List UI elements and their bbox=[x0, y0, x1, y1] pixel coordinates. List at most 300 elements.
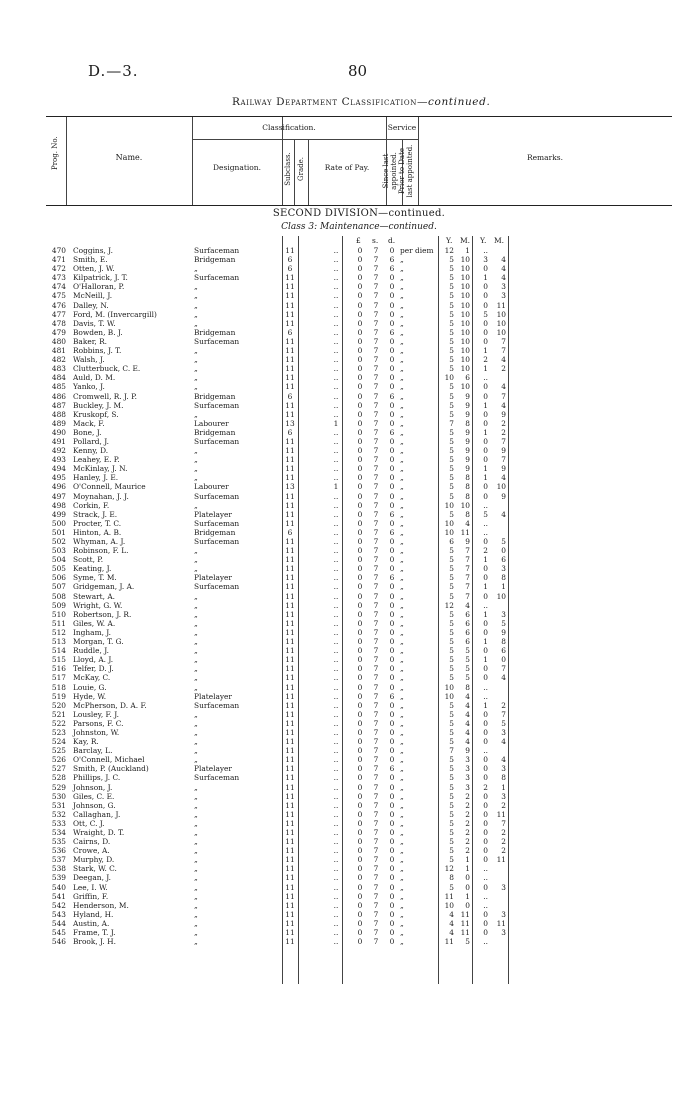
cell-prior-months: 7 bbox=[501, 436, 506, 446]
cell-name: McKinlay, J. N. bbox=[73, 464, 128, 474]
cell-since-years: 5 bbox=[449, 327, 454, 337]
cell-name: Kay, R. bbox=[73, 737, 99, 747]
cell-pence: 0 bbox=[389, 664, 395, 674]
cell-per: „ bbox=[400, 646, 404, 656]
cell-shillings: 7 bbox=[373, 464, 379, 474]
cell-per: „ bbox=[400, 573, 404, 583]
cell-subclass: 11 bbox=[285, 809, 295, 819]
cell-prior-months: 7 bbox=[501, 346, 506, 356]
cell-subclass: 11 bbox=[285, 491, 295, 501]
table-row bbox=[0, 528, 700, 537]
cell-subclass: 11 bbox=[285, 928, 295, 938]
cell-pence: 6 bbox=[389, 264, 395, 274]
cell-since-months: 8 bbox=[465, 482, 470, 492]
cell-shillings: 7 bbox=[373, 527, 379, 537]
cell-pounds: 0 bbox=[357, 582, 363, 592]
cell-grade: .. bbox=[333, 737, 339, 747]
cell-pounds: 0 bbox=[357, 909, 363, 919]
cell-shillings: 7 bbox=[373, 664, 379, 674]
cell-name: Hinton, A. B. bbox=[73, 527, 122, 537]
cell-name: Robertson, J. R. bbox=[73, 609, 132, 619]
cell-pounds: 0 bbox=[357, 309, 363, 319]
cell-prior-months: 4 bbox=[501, 355, 506, 365]
cell-designation: „ bbox=[194, 737, 198, 747]
cell-prog-no: 543 bbox=[51, 909, 66, 919]
table-row bbox=[0, 719, 700, 728]
cell-name: Giles, W. A. bbox=[73, 618, 116, 628]
cell-prior-months: 6 bbox=[501, 555, 506, 565]
cell-shillings: 7 bbox=[373, 818, 379, 828]
cell-since-months: 5 bbox=[465, 655, 470, 665]
cell-since-months: 8 bbox=[465, 418, 470, 428]
cell-since-months: 4 bbox=[465, 709, 470, 719]
cell-prog-no: 476 bbox=[51, 300, 66, 310]
cell-per: „ bbox=[400, 255, 404, 265]
cell-prog-no: 485 bbox=[51, 382, 66, 392]
table-row bbox=[0, 510, 700, 519]
col-since-last: Since last appointed. bbox=[382, 152, 398, 190]
cell-prior-years: .. bbox=[483, 246, 488, 255]
cell-grade: .. bbox=[333, 473, 339, 483]
cell-per: „ bbox=[400, 764, 404, 774]
cell-pounds: 0 bbox=[357, 627, 363, 637]
cell-name: Gridgeman, J. A. bbox=[73, 582, 135, 592]
cell-prior-months: 0 bbox=[501, 546, 506, 556]
unit-years: Y. bbox=[446, 236, 453, 245]
cell-per: „ bbox=[400, 727, 404, 737]
cell-since-years: 5 bbox=[449, 427, 454, 437]
cell-subclass: 11 bbox=[285, 918, 295, 928]
cell-prog-no: 536 bbox=[51, 846, 66, 856]
cell-subclass: 11 bbox=[285, 591, 295, 601]
table-row bbox=[0, 910, 700, 919]
cell-since-months: 5 bbox=[465, 937, 470, 947]
cell-designation: Platelayer bbox=[194, 691, 232, 701]
cell-shillings: 7 bbox=[373, 573, 379, 583]
col-prog-no: Prog. No. bbox=[51, 136, 59, 170]
cell-prog-no: 538 bbox=[51, 864, 66, 874]
cell-pounds: 0 bbox=[357, 718, 363, 728]
cell-subclass: 11 bbox=[285, 718, 295, 728]
col-service: Service bbox=[387, 123, 417, 132]
cell-pence: 0 bbox=[389, 300, 395, 310]
cell-pence: 0 bbox=[389, 737, 395, 747]
cell-since-months: 9 bbox=[465, 464, 470, 474]
cell-pounds: 0 bbox=[357, 646, 363, 656]
cell-subclass: 11 bbox=[285, 373, 295, 383]
cell-since-months: 2 bbox=[465, 800, 470, 810]
cell-since-years: 5 bbox=[449, 436, 454, 446]
cell-name: Stewart, A. bbox=[73, 591, 116, 601]
cell-prior-months: 0 bbox=[501, 655, 506, 665]
cell-prog-no: 544 bbox=[51, 918, 66, 928]
cell-designation: „ bbox=[194, 627, 198, 637]
cell-prior-months: 8 bbox=[501, 573, 506, 583]
cell-grade: .. bbox=[333, 336, 339, 346]
cell-grade: .. bbox=[333, 909, 339, 919]
cell-subclass: 11 bbox=[285, 791, 295, 801]
cell-pence: 0 bbox=[389, 646, 395, 656]
cell-since-months: 7 bbox=[465, 591, 470, 601]
cell-per: „ bbox=[400, 718, 404, 728]
cell-prior-years: 0 bbox=[483, 564, 488, 574]
cell-shillings: 7 bbox=[373, 700, 379, 710]
cell-prior-years: 2 bbox=[483, 782, 488, 792]
cell-designation: „ bbox=[194, 555, 198, 565]
cell-shillings: 7 bbox=[373, 737, 379, 747]
cell-pence: 0 bbox=[389, 618, 395, 628]
cell-pence: 6 bbox=[389, 327, 395, 337]
cell-subclass: 11 bbox=[285, 446, 295, 456]
cell-per: „ bbox=[400, 500, 404, 510]
cell-subclass: 11 bbox=[285, 346, 295, 356]
cell-per: „ bbox=[400, 682, 404, 692]
cell-prior-months: 3 bbox=[501, 764, 506, 774]
cell-per: „ bbox=[400, 918, 404, 928]
cell-designation: „ bbox=[194, 600, 198, 610]
cell-since-years: 5 bbox=[449, 491, 454, 501]
cell-pence: 0 bbox=[389, 682, 395, 692]
table-row bbox=[0, 482, 700, 491]
cell-subclass: 11 bbox=[285, 800, 295, 810]
cell-grade: .. bbox=[333, 864, 339, 874]
cell-name: Johnson, J. bbox=[73, 782, 113, 792]
cell-subclass: 11 bbox=[285, 300, 295, 310]
cell-pounds: 0 bbox=[357, 364, 363, 374]
cell-per: „ bbox=[400, 264, 404, 274]
cell-pence: 0 bbox=[389, 873, 395, 883]
col-name: Name. bbox=[115, 153, 143, 162]
cell-since-months: 11 bbox=[460, 918, 470, 928]
cell-prog-no: 497 bbox=[51, 491, 66, 501]
cell-since-years: 7 bbox=[449, 418, 454, 428]
cell-subclass: 11 bbox=[285, 500, 295, 510]
cell-per: „ bbox=[400, 336, 404, 346]
cell-name: Clutterbuck, C. E. bbox=[73, 364, 141, 374]
cell-grade: .. bbox=[333, 373, 339, 383]
cell-shillings: 7 bbox=[373, 673, 379, 683]
table-row bbox=[0, 392, 700, 401]
cell-since-years: 5 bbox=[449, 473, 454, 483]
cell-grade: .. bbox=[333, 837, 339, 847]
cell-pence: 0 bbox=[389, 846, 395, 856]
cell-shillings: 7 bbox=[373, 891, 379, 901]
cell-name: Henderson, M. bbox=[73, 900, 129, 910]
cell-per: „ bbox=[400, 346, 404, 356]
cell-pence: 0 bbox=[389, 246, 395, 255]
cell-pounds: 0 bbox=[357, 355, 363, 365]
cell-prior-months: 9 bbox=[501, 409, 506, 419]
cell-per: „ bbox=[400, 473, 404, 483]
cell-pence: 0 bbox=[389, 591, 395, 601]
cell-prior-years: 0 bbox=[483, 482, 488, 492]
unit-months-prior: M. bbox=[494, 236, 505, 245]
cell-grade: .. bbox=[333, 818, 339, 828]
cell-prior-months: 2 bbox=[501, 828, 506, 837]
cell-pence: 0 bbox=[389, 564, 395, 574]
cell-pence: 0 bbox=[389, 309, 395, 319]
table-row bbox=[0, 455, 700, 464]
cell-since-years: 12 bbox=[444, 864, 454, 874]
cell-since-years: 5 bbox=[449, 673, 454, 683]
col-remarks: Remarks. bbox=[526, 153, 564, 162]
cell-prog-no: 524 bbox=[51, 737, 66, 747]
table-row bbox=[0, 819, 700, 828]
cell-prior-months: 4 bbox=[501, 473, 506, 483]
cell-shillings: 7 bbox=[373, 618, 379, 628]
cell-name: Lee, I. W. bbox=[73, 882, 108, 892]
cell-shillings: 7 bbox=[373, 318, 379, 328]
cell-prior-months: 8 bbox=[501, 773, 506, 783]
cell-since-months: 4 bbox=[465, 737, 470, 747]
cell-designation: „ bbox=[194, 609, 198, 619]
cell-since-months: 3 bbox=[465, 755, 470, 765]
cell-grade: .. bbox=[333, 809, 339, 819]
table-row bbox=[0, 746, 700, 755]
cell-prior-years: 0 bbox=[483, 264, 488, 274]
cell-per: „ bbox=[400, 582, 404, 592]
cell-name: Keating, J. bbox=[73, 564, 112, 574]
cell-prior-months: 4 bbox=[501, 273, 506, 283]
cell-prior-months: 5 bbox=[501, 718, 506, 728]
cell-prog-no: 488 bbox=[51, 409, 66, 419]
cell-designation: Surfaceman bbox=[194, 537, 240, 546]
cell-pounds: 0 bbox=[357, 491, 363, 501]
table-row bbox=[0, 337, 700, 346]
cell-since-months: 7 bbox=[465, 573, 470, 583]
cell-since-months: 9 bbox=[465, 427, 470, 437]
cell-per: „ bbox=[400, 937, 404, 947]
table-row bbox=[0, 783, 700, 792]
cell-since-years: 5 bbox=[449, 273, 454, 283]
cell-since-months: 3 bbox=[465, 773, 470, 783]
cell-subclass: 11 bbox=[285, 727, 295, 737]
cell-pence: 6 bbox=[389, 427, 395, 437]
cell-subclass: 11 bbox=[285, 473, 295, 483]
cell-since-months: 9 bbox=[465, 409, 470, 419]
cell-name: Cairns, D. bbox=[73, 837, 111, 847]
cell-since-years: 8 bbox=[449, 873, 454, 883]
table-row bbox=[0, 655, 700, 664]
cell-name: Buckley, J. M. bbox=[73, 400, 124, 410]
cell-per: „ bbox=[400, 746, 404, 756]
cell-name: Johnston, W. bbox=[73, 727, 120, 737]
table-row bbox=[0, 446, 700, 455]
cell-designation: Surfaceman bbox=[194, 491, 240, 501]
cell-prog-no: 531 bbox=[51, 800, 66, 810]
cell-since-months: 10 bbox=[460, 264, 470, 274]
cell-prior-months: 9 bbox=[501, 627, 506, 637]
cell-since-months: 10 bbox=[460, 291, 470, 301]
cell-grade: .. bbox=[333, 518, 339, 528]
cell-subclass: 11 bbox=[285, 755, 295, 765]
table-row bbox=[0, 555, 700, 564]
cell-prior-years: 0 bbox=[483, 755, 488, 765]
table-row bbox=[0, 346, 700, 355]
cell-shillings: 7 bbox=[373, 627, 379, 637]
cell-pounds: 0 bbox=[357, 782, 363, 792]
cell-since-years: 5 bbox=[449, 655, 454, 665]
table-row bbox=[0, 473, 700, 482]
cell-prior-months: 7 bbox=[501, 664, 506, 674]
cell-since-months: 3 bbox=[465, 782, 470, 792]
cell-pence: 0 bbox=[389, 600, 395, 610]
cell-since-months: 2 bbox=[465, 837, 470, 847]
cell-pounds: 0 bbox=[357, 837, 363, 847]
cell-since-years: 5 bbox=[449, 455, 454, 465]
table-row bbox=[0, 937, 700, 946]
cell-subclass: 6 bbox=[287, 264, 293, 274]
cell-name: Wraight, D. T. bbox=[73, 828, 125, 837]
cell-prior-years: 0 bbox=[483, 336, 488, 346]
cell-grade: .. bbox=[333, 346, 339, 356]
cell-shillings: 7 bbox=[373, 773, 379, 783]
cell-since-years: 5 bbox=[449, 791, 454, 801]
cell-pounds: 0 bbox=[357, 609, 363, 619]
cell-since-years: 5 bbox=[449, 318, 454, 328]
cell-prog-no: 491 bbox=[51, 436, 66, 446]
cell-since-years: 5 bbox=[449, 737, 454, 747]
cell-per: „ bbox=[400, 600, 404, 610]
table-row bbox=[0, 855, 700, 864]
cell-designation: Platelayer bbox=[194, 764, 232, 774]
unit-pence: d. bbox=[388, 236, 396, 245]
cell-designation: „ bbox=[194, 464, 198, 474]
table-row bbox=[0, 519, 700, 528]
cell-subclass: 6 bbox=[287, 427, 293, 437]
unit-months: M. bbox=[460, 236, 471, 245]
cell-name: Lousley, F. J. bbox=[73, 709, 119, 719]
cell-grade: .. bbox=[333, 646, 339, 656]
cell-prior-years: .. bbox=[483, 900, 488, 910]
cell-prior-years: 0 bbox=[483, 855, 488, 865]
cell-grade: .. bbox=[333, 309, 339, 319]
cell-pounds: 0 bbox=[357, 637, 363, 647]
cell-prior-years: 3 bbox=[483, 255, 488, 265]
cell-since-years: 5 bbox=[449, 555, 454, 565]
cell-shillings: 7 bbox=[373, 446, 379, 456]
cell-grade: .. bbox=[333, 755, 339, 765]
cell-per: „ bbox=[400, 791, 404, 801]
cell-subclass: 11 bbox=[285, 746, 295, 756]
cell-prior-months: 7 bbox=[501, 709, 506, 719]
table-row bbox=[0, 873, 700, 882]
page-title-text: Railway Department Classification bbox=[232, 96, 417, 108]
cell-per: „ bbox=[400, 737, 404, 747]
cell-grade: .. bbox=[333, 491, 339, 501]
cell-shillings: 7 bbox=[373, 909, 379, 919]
cell-pence: 0 bbox=[389, 928, 395, 938]
cell-pounds: 0 bbox=[357, 255, 363, 265]
cell-name: Kilpatrick, J. T. bbox=[73, 273, 128, 283]
cell-prior-months: 8 bbox=[501, 637, 506, 647]
cell-shillings: 7 bbox=[373, 809, 379, 819]
cell-name: McNeill, J. bbox=[73, 291, 113, 301]
cell-name: Smith, E. bbox=[73, 255, 108, 265]
cell-since-years: 5 bbox=[449, 818, 454, 828]
cell-shillings: 7 bbox=[373, 709, 379, 719]
cell-prog-no: 482 bbox=[51, 355, 66, 365]
cell-prior-months: 11 bbox=[496, 300, 506, 310]
cell-since-months: 9 bbox=[465, 400, 470, 410]
cell-per: „ bbox=[400, 546, 404, 556]
table-row bbox=[0, 546, 700, 555]
cell-since-years: 5 bbox=[449, 700, 454, 710]
cell-subclass: 13 bbox=[285, 482, 295, 492]
cell-prog-no: 516 bbox=[51, 664, 66, 674]
cell-since-years: 10 bbox=[444, 900, 454, 910]
cell-since-months: 9 bbox=[465, 391, 470, 401]
cell-subclass: 11 bbox=[285, 464, 295, 474]
cell-pounds: 0 bbox=[357, 482, 363, 492]
cell-since-months: 0 bbox=[465, 882, 470, 892]
cell-pounds: 0 bbox=[357, 664, 363, 674]
cell-prior-years: 0 bbox=[483, 646, 488, 656]
cell-prior-months: 6 bbox=[501, 646, 506, 656]
page-number: 80 bbox=[348, 62, 368, 80]
cell-since-years: 5 bbox=[449, 573, 454, 583]
cell-prior-years: 0 bbox=[483, 909, 488, 919]
cell-designation: „ bbox=[194, 791, 198, 801]
cell-prior-months: 4 bbox=[501, 737, 506, 747]
cell-since-years: 5 bbox=[449, 618, 454, 628]
cell-since-years: 5 bbox=[449, 364, 454, 374]
cell-since-months: 2 bbox=[465, 818, 470, 828]
cell-prog-no: 475 bbox=[51, 291, 66, 301]
table-row bbox=[0, 664, 700, 673]
cell-prior-years: 0 bbox=[483, 327, 488, 337]
cell-prior-years: 0 bbox=[483, 382, 488, 392]
cell-prior-years: 0 bbox=[483, 918, 488, 928]
cell-pence: 0 bbox=[389, 655, 395, 665]
cell-name: Crowe, A. bbox=[73, 846, 110, 856]
cell-prior-months: 11 bbox=[496, 918, 506, 928]
cell-pence: 0 bbox=[389, 537, 395, 546]
cell-prior-years: 0 bbox=[483, 455, 488, 465]
cell-pence: 0 bbox=[389, 627, 395, 637]
cell-name: Kenny, D. bbox=[73, 446, 109, 456]
table-row bbox=[0, 564, 700, 573]
cell-grade: .. bbox=[333, 682, 339, 692]
cell-pounds: 0 bbox=[357, 509, 363, 519]
cell-prog-no: 504 bbox=[51, 555, 66, 565]
cell-prior-months: 2 bbox=[501, 700, 506, 710]
cell-subclass: 11 bbox=[285, 773, 295, 783]
cell-pence: 0 bbox=[389, 882, 395, 892]
cell-prior-years: 1 bbox=[483, 655, 488, 665]
cell-prior-years: 1 bbox=[483, 346, 488, 356]
cell-since-months: 4 bbox=[465, 518, 470, 528]
cell-pounds: 0 bbox=[357, 828, 363, 837]
cell-prior-years: 0 bbox=[483, 727, 488, 737]
cell-pounds: 0 bbox=[357, 937, 363, 947]
cell-since-months: 10 bbox=[460, 282, 470, 292]
cell-grade: .. bbox=[333, 627, 339, 637]
table-row bbox=[0, 846, 700, 855]
cell-prior-months: 4 bbox=[501, 400, 506, 410]
cell-shillings: 7 bbox=[373, 509, 379, 519]
cell-since-months: 10 bbox=[460, 500, 470, 510]
cell-designation: Labourer bbox=[194, 418, 229, 428]
cell-subclass: 11 bbox=[285, 609, 295, 619]
cell-shillings: 7 bbox=[373, 918, 379, 928]
cell-shillings: 7 bbox=[373, 564, 379, 574]
cell-designation: „ bbox=[194, 891, 198, 901]
cell-designation: „ bbox=[194, 591, 198, 601]
cell-since-months: 5 bbox=[465, 664, 470, 674]
cell-since-years: 4 bbox=[449, 918, 454, 928]
cell-per: „ bbox=[400, 818, 404, 828]
